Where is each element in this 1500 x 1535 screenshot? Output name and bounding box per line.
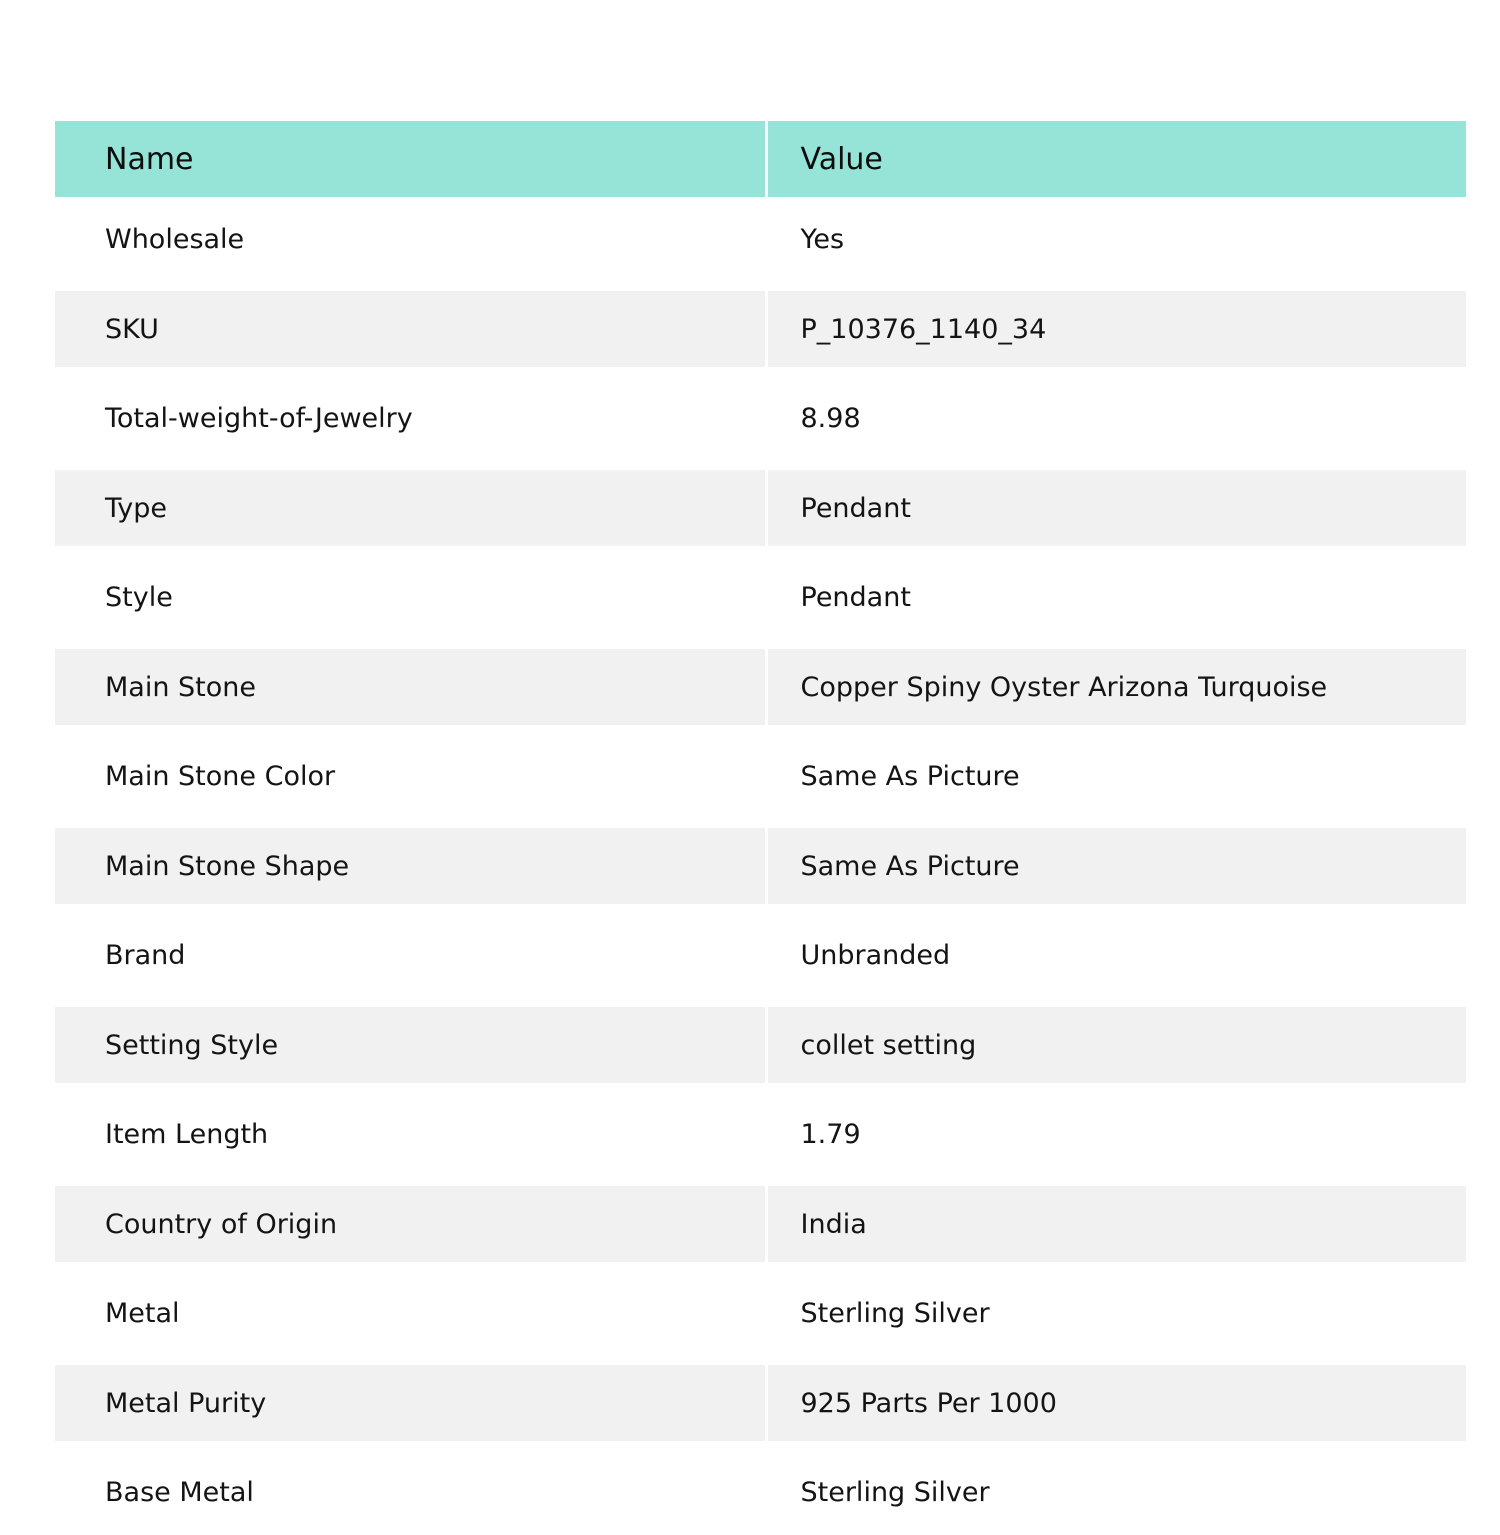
- row-name-cell: Main Stone: [55, 645, 766, 730]
- table-row: [55, 1003, 1466, 1088]
- table-row: [55, 1182, 1466, 1267]
- item-specifics-table: [55, 121, 1466, 1535]
- row-value-cell: Pendant: [766, 551, 1466, 645]
- row-name-cell: Style: [55, 551, 766, 645]
- row-value-cell: Unbranded: [766, 909, 1466, 1003]
- row-value-cell: 8.98: [766, 372, 1466, 466]
- row-value-cell: Copper Spiny Oyster Arizona Turquoise: [766, 645, 1466, 730]
- row-value-cell: Sterling Silver: [766, 1267, 1466, 1361]
- row-name-cell: SKU: [55, 287, 766, 372]
- row-name-cell: Wholesale: [55, 197, 766, 287]
- row-value-cell: India: [766, 1182, 1466, 1267]
- table-row: [55, 909, 1466, 1003]
- row-name-cell: Main Stone Color: [55, 730, 766, 824]
- column-header-value: Value: [766, 121, 1466, 197]
- table-header: [55, 121, 1466, 197]
- table-row: [55, 551, 1466, 645]
- table-row: [55, 466, 1466, 551]
- table-row: [55, 372, 1466, 466]
- table-row: [55, 287, 1466, 372]
- row-name-cell: Country of Origin: [55, 1182, 766, 1267]
- column-header-name: Name: [55, 121, 766, 197]
- row-name-cell: Metal Purity: [55, 1361, 766, 1446]
- table-row: [55, 197, 1466, 287]
- row-name-cell: Base Metal: [55, 1446, 766, 1535]
- row-value-cell: Pendant: [766, 466, 1466, 551]
- row-value-cell: Same As Picture: [766, 824, 1466, 909]
- row-name-cell: Brand: [55, 909, 766, 1003]
- row-name-cell: Setting Style: [55, 1003, 766, 1088]
- row-name-cell: Total-weight-of-Jewelry: [55, 372, 766, 466]
- row-value-cell: collet setting: [766, 1003, 1466, 1088]
- row-name-cell: Main Stone Shape: [55, 824, 766, 909]
- row-value-cell: P_10376_1140_34: [766, 287, 1466, 372]
- table-row: [55, 1267, 1466, 1361]
- table-header-row: [55, 121, 1466, 197]
- row-value-cell: Yes: [766, 197, 1466, 287]
- row-name-cell: Item Length: [55, 1088, 766, 1182]
- row-value-cell: 925 Parts Per 1000: [766, 1361, 1466, 1446]
- table-row: [55, 645, 1466, 730]
- table-row: [55, 1088, 1466, 1182]
- row-name-cell: Metal: [55, 1267, 766, 1361]
- row-value-cell: Sterling Silver: [766, 1446, 1466, 1535]
- table-row: [55, 730, 1466, 824]
- row-name-cell: Type: [55, 466, 766, 551]
- table-row: [55, 1361, 1466, 1446]
- table-body: [55, 197, 1466, 1535]
- table-row: [55, 1446, 1466, 1535]
- row-value-cell: 1.79: [766, 1088, 1466, 1182]
- table-row: [55, 824, 1466, 909]
- row-value-cell: Same As Picture: [766, 730, 1466, 824]
